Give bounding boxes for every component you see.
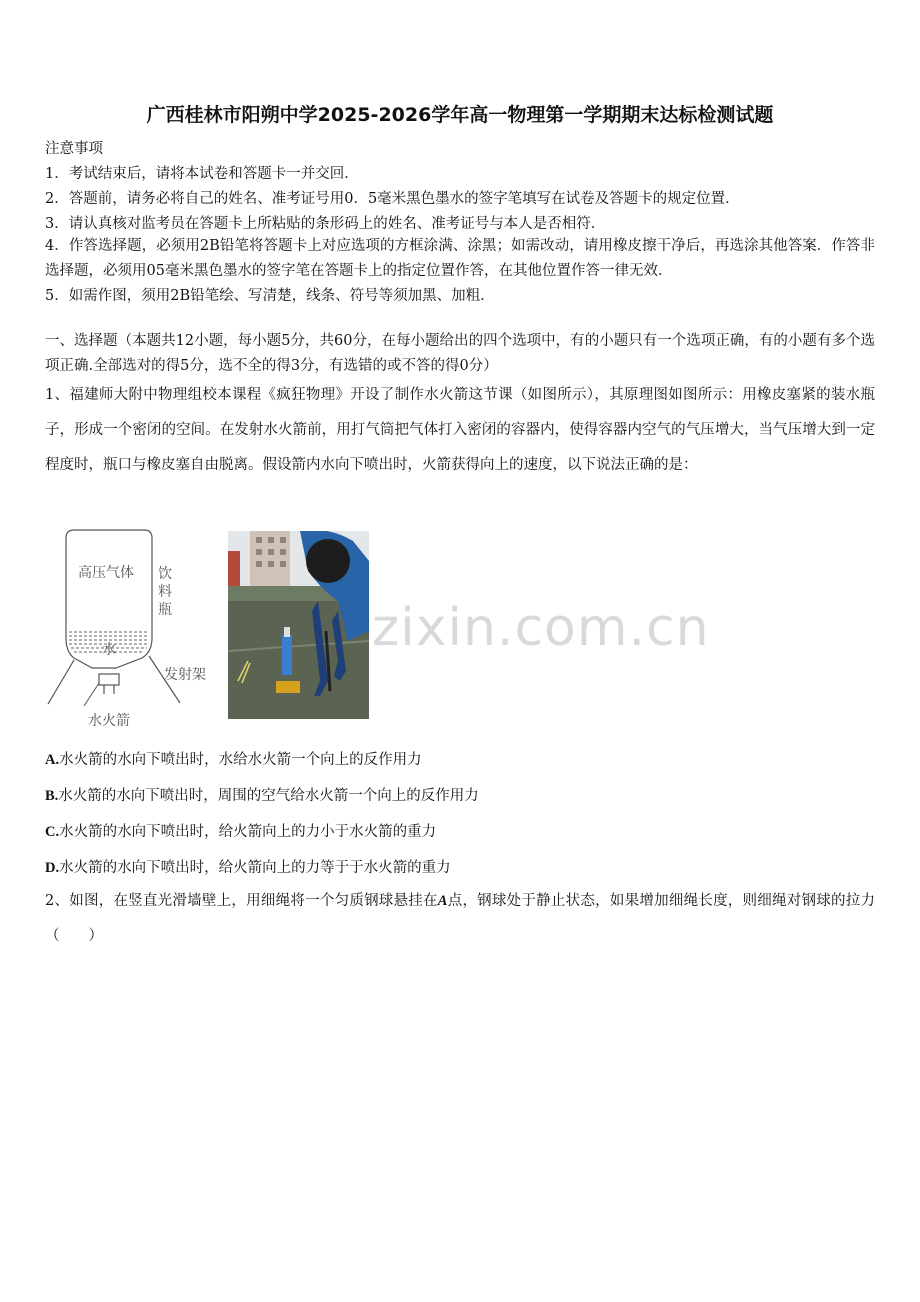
watermark: zixin.com.cn (372, 598, 710, 658)
question-2-part2: 点，钢球处于静止状态，如果增加细绳长度，则细绳对钢球的拉力（ ） (45, 893, 875, 944)
water-rocket-diagram (44, 528, 222, 728)
label-water-rocket: 水火箭 (88, 713, 130, 728)
option-a-letter: A. (45, 752, 60, 768)
notice-item-1: 1．考试结束后，请将本试卷和答题卡一并交回． (45, 166, 359, 182)
notice-item-5: 5．如需作图，须用2B铅笔绘、写清楚，线条、符号等须加黑、加粗． (45, 288, 495, 304)
option-d[interactable] (45, 856, 451, 877)
label-bottle-3: 瓶 (158, 602, 172, 618)
section-heading: 一、选择题（本题共12小题，每小题5分，共60分，在每小题给出的四个选项中，有的小题只有一个选项正确，有的小题有多个选项正确.全部选对的得5分，选不全的得3分，有选错的或不答的得0分） (45, 333, 875, 374)
option-b-letter: B. (45, 788, 59, 804)
option-c-text: 水火箭的水向下喷出时，给火箭向上的力小于水火箭的重力 (59, 824, 437, 840)
option-b-text: 水火箭的水向下喷出时，周围的空气给水火箭一个向上的反作用力 (58, 788, 479, 804)
question-2-part1: 2、如图，在竖直光滑墙壁上，用细绳将一个匀质钢球悬挂在 (45, 893, 438, 909)
option-c-letter: C. (45, 824, 60, 840)
option-a[interactable] (45, 748, 422, 769)
notice-heading: 注意事项 (45, 141, 103, 157)
label-high-pressure-gas: 高压气体 (78, 565, 134, 581)
label-bottle-1: 饮 (158, 566, 172, 582)
option-d-letter: D. (45, 860, 60, 876)
launch-photo (228, 531, 369, 719)
question-2-stem (45, 884, 875, 954)
option-a-text: 水火箭的水向下喷出时，水给水火箭一个向上的反作用力 (59, 752, 422, 768)
point-a: A (437, 893, 448, 909)
option-b[interactable] (45, 784, 479, 805)
question-1-stem: 1、福建师大附中物理组校本课程《疯狂物理》开设了制作水火箭这节课（如图所示），其原理图如图所示：用橡皮塞紧的装水瓶子，形成一个密闭的空间。在发射水火箭前，用打气筒把气体打入密闭的容器内，使得容器内空气的气压增大，当气压增大到一定程度时，瓶口与橡皮塞自由脱离。假设箭内水向下喷出时，火箭获得向上的速度，以下说法正确的是： (45, 387, 875, 473)
notice-item-4: 4．作答选择题，必须用2B铅笔将答题卡上对应选项的方框涂满、涂黑；如需改动，请用橡皮擦干净后，再选涂其他答案．作答非选择题，必须用05毫米黑色墨水的签字笔在答题卡上的指定位置作答，在其他位置作答一律无效． (45, 238, 875, 279)
option-c[interactable] (45, 820, 436, 841)
notice-item-2: 2．答题前，请务必将自己的姓名、准考证号用0．5毫米黑色墨水的签字笔填写在试卷及答题卡的规定位置． (45, 191, 740, 207)
page-title: 广西桂林市阳朔中学2025-2026学年高一物理第一学期期末达标检测试题 (146, 104, 774, 126)
label-bottle-2: 料 (158, 584, 172, 600)
label-launcher: 发射架 (164, 667, 206, 683)
option-d-text: 水火箭的水向下喷出时，给火箭向上的力等于于水火箭的重力 (59, 860, 451, 876)
label-water: 水 (102, 642, 116, 658)
notice-item-3: 3．请认真核对监考员在答题卡上所粘贴的条形码上的姓名、准考证号与本人是否相符． (45, 216, 606, 232)
